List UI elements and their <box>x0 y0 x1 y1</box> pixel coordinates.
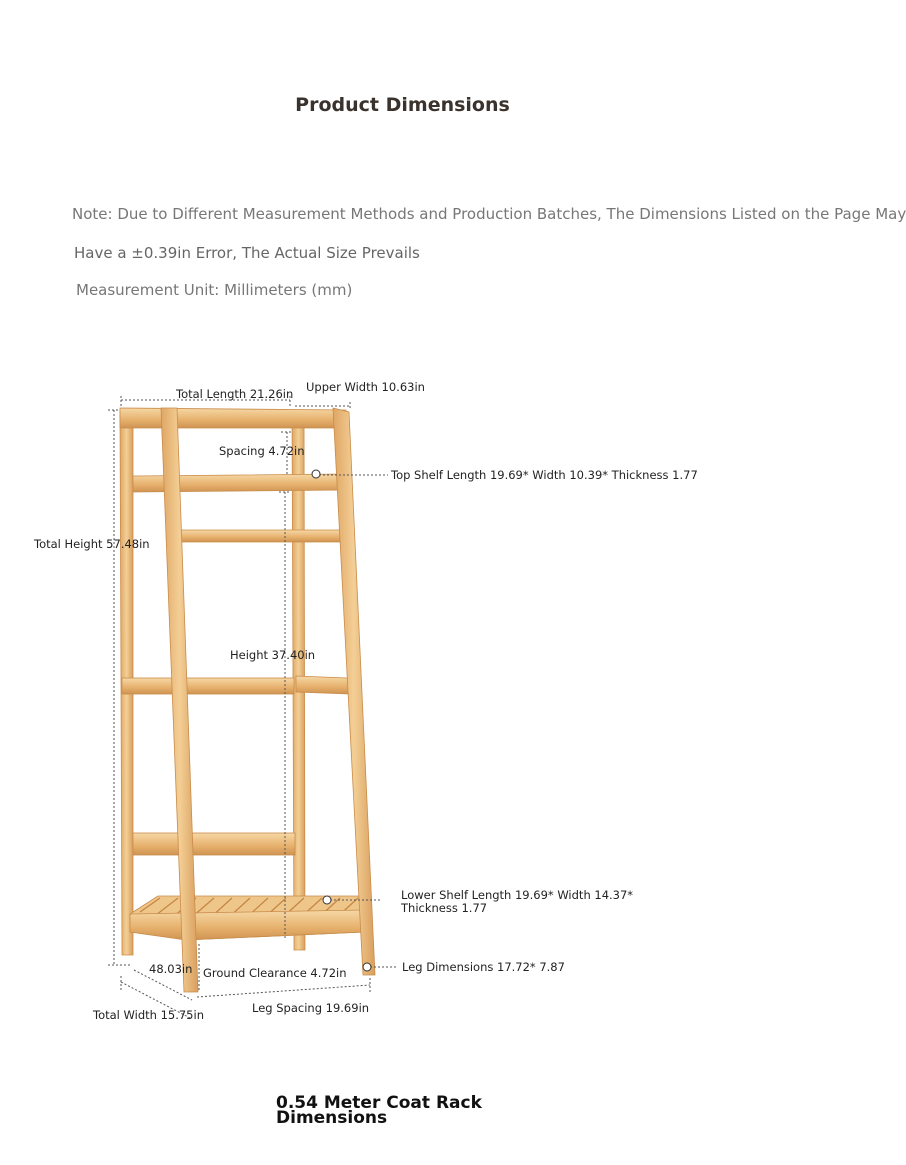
lower-shelf-label-line2: Thickness 1.77 <box>401 901 488 915</box>
ground-clearance-label: Ground Clearance 4.72in <box>203 966 347 980</box>
height-label: Height 37.40in <box>230 648 316 662</box>
hanging-rod <box>178 530 346 542</box>
middle-rail-left <box>122 678 294 694</box>
top-frame-rail <box>120 408 346 428</box>
leg-dimensions-label: Leg Dimensions 17.72* 7.87 <box>402 960 565 974</box>
depth-value-label: 48.03in <box>149 962 193 976</box>
leg-spacing-label: Leg Spacing 19.69in <box>252 1001 370 1015</box>
total-length-label: Total Length 21.26in <box>176 387 294 401</box>
total-height-label: Total Height 57.48in <box>34 537 150 551</box>
lower-rail <box>133 833 295 855</box>
spacing-label: Spacing 4.72in <box>219 444 305 458</box>
diagram-caption <box>276 1093 482 1128</box>
caption-line1: 0.54 Meter Coat Rack <box>276 1093 482 1113</box>
caption-line2: Dimensions <box>276 1108 388 1128</box>
note-measurement-unit: Measurement Unit: Millimeters (mm) <box>76 281 353 299</box>
total-width-label: Total Width 15.75in <box>93 1008 204 1022</box>
top-shelf-marker <box>312 470 320 478</box>
lower-shelf-front-edge <box>130 910 364 940</box>
lower-shelf-label-line1: Lower Shelf Length 19.69* Width 14.37* <box>401 888 634 902</box>
top-shelf-label: Top Shelf Length 19.69* Width 10.39* Thickness 1.77 <box>391 468 698 482</box>
note-error-tolerance: Have a ±0.39in Error, The Actual Size Prevails <box>74 244 420 262</box>
note-measurement-methods: Note: Due to Different Measurement Methods and Production Batches, The Dimensions Listed on the Page May <box>72 205 906 223</box>
lower-shelf-marker <box>323 896 331 904</box>
page-title: Product Dimensions <box>295 94 510 116</box>
middle-rail-right <box>296 676 349 694</box>
upper-width-label: Upper Width 10.63in <box>306 380 425 394</box>
leg-marker <box>363 963 371 971</box>
